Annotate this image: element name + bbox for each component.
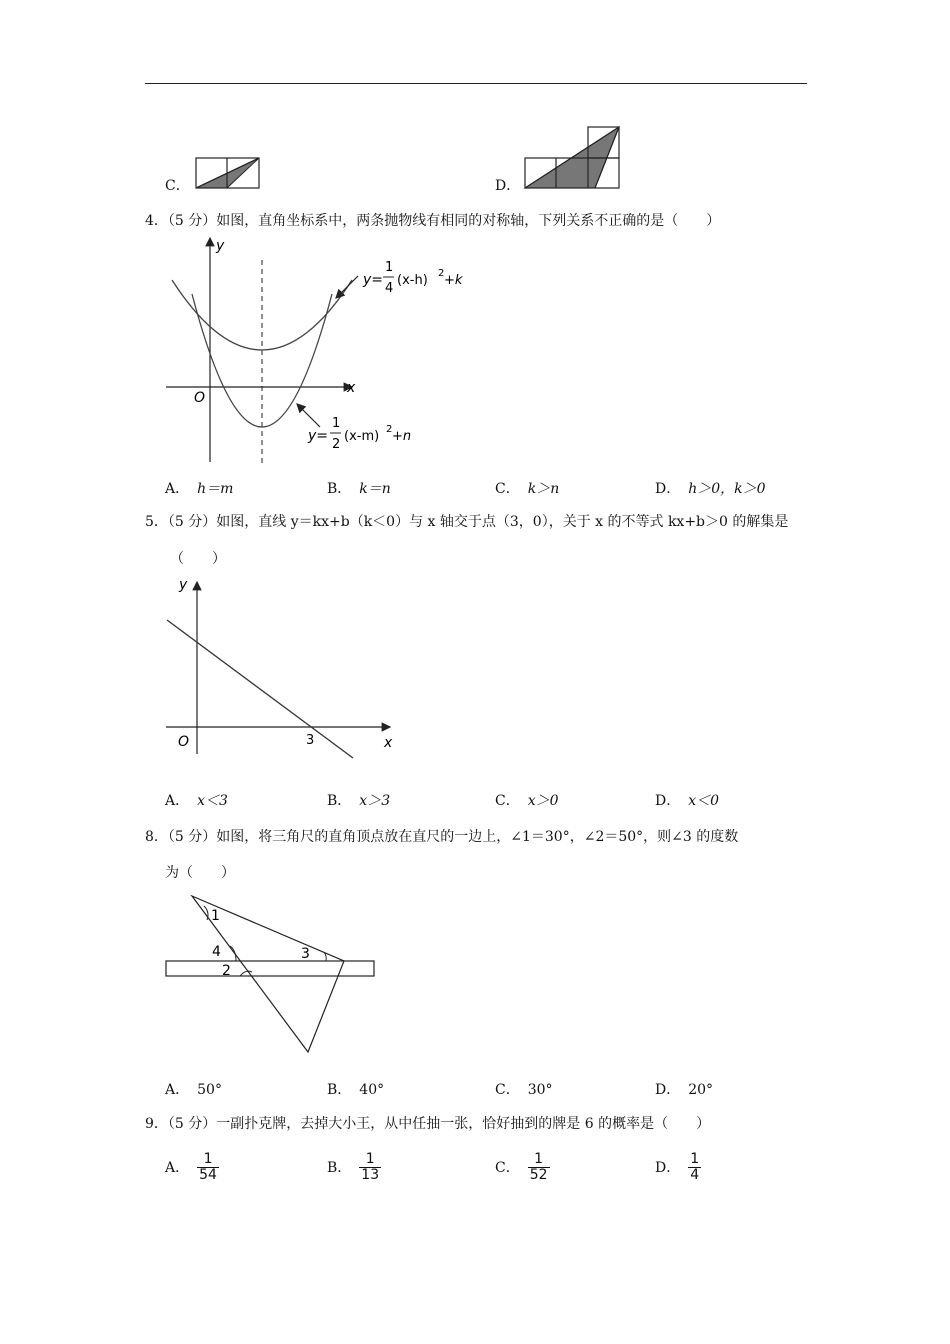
q8-option-c[interactable] bbox=[495, 1080, 553, 1100]
q4-curve2-prefix: y= bbox=[308, 428, 329, 444]
q5-option-b[interactable] bbox=[327, 791, 390, 811]
q4-option-b[interactable] bbox=[327, 479, 391, 499]
q5-option-d[interactable] bbox=[655, 791, 719, 811]
q4-curve2-den: 2 bbox=[332, 437, 341, 452]
q8-angle1-label: 1 bbox=[211, 908, 220, 924]
q4-option-c[interactable] bbox=[495, 479, 559, 499]
q8-option-d[interactable] bbox=[655, 1080, 713, 1100]
q5-option-c[interactable] bbox=[495, 791, 559, 811]
q4-curve1-rest: (x-h) bbox=[397, 273, 428, 288]
q3-option-c-figure bbox=[195, 156, 261, 190]
q4-curve1-exp: 2 bbox=[438, 268, 445, 279]
q3-option-d-label: D． bbox=[495, 178, 521, 194]
q9-option-c-num: 1 bbox=[534, 1151, 544, 1167]
q5-option-b-text: x＞3 bbox=[359, 793, 391, 809]
q4-option-d[interactable] bbox=[655, 479, 766, 499]
q9-option-c-label: C． bbox=[495, 1159, 520, 1176]
header-rule bbox=[145, 83, 807, 84]
q4-option-c-text: k＞n bbox=[527, 481, 560, 497]
q5-x-label: x bbox=[384, 735, 393, 751]
q8-angle4-label: 4 bbox=[212, 944, 221, 960]
q4-origin-label: O bbox=[194, 390, 206, 406]
q5-option-d-label: D． bbox=[655, 793, 681, 809]
q9-option-b[interactable] bbox=[327, 1152, 381, 1183]
q9-option-c[interactable] bbox=[495, 1152, 550, 1183]
q8-option-d-text: 20° bbox=[688, 1082, 714, 1098]
q5-option-b-label: B． bbox=[327, 793, 352, 809]
q8-option-a-label: A． bbox=[165, 1082, 190, 1098]
q5-tick-label: 3 bbox=[306, 733, 315, 748]
q9-option-d-den: 4 bbox=[690, 1167, 700, 1183]
q5-stem: 5．（5 分）如图，直线 y＝kx+b（k＜0）与 x 轴交于点（3，0），关于 x 的不等式 kx+b＞0 的解集是 bbox=[145, 514, 789, 530]
q8-option-b[interactable] bbox=[327, 1080, 384, 1100]
q4-pointer-1 bbox=[336, 276, 358, 298]
q4-option-d-label: D． bbox=[655, 481, 681, 497]
q4-curve2-num: 1 bbox=[332, 416, 341, 431]
q3-option-d[interactable] bbox=[495, 176, 520, 196]
q4-curve1-den: 4 bbox=[385, 281, 394, 296]
q9-option-a-num: 1 bbox=[203, 1151, 213, 1167]
q4-option-d-text: h＞0，k＞0 bbox=[688, 481, 766, 497]
q4-option-a[interactable] bbox=[165, 479, 233, 499]
q8-option-a[interactable] bbox=[165, 1080, 222, 1100]
q9-option-a-label: A． bbox=[165, 1159, 190, 1176]
q5-origin-label: O bbox=[178, 734, 190, 750]
q4-x-label: x bbox=[347, 380, 356, 396]
q8-stem-continued: 为（ ） bbox=[165, 865, 235, 881]
q4-option-c-label: C． bbox=[495, 481, 520, 497]
q4-pointer-2 bbox=[297, 404, 320, 427]
q5-option-a[interactable] bbox=[165, 791, 228, 811]
q9-option-d-label: D． bbox=[655, 1159, 681, 1176]
q8-angle2-label: 2 bbox=[222, 963, 231, 979]
q5-option-c-text: x＞0 bbox=[527, 793, 559, 809]
q9-option-a[interactable] bbox=[165, 1152, 219, 1183]
q5-stem-continued: （ ） bbox=[170, 551, 226, 567]
q9-option-d[interactable] bbox=[655, 1152, 701, 1183]
q5-option-d-text: x＜0 bbox=[688, 793, 720, 809]
q3-option-c[interactable] bbox=[165, 176, 190, 196]
q9-option-b-fraction bbox=[359, 1152, 381, 1183]
q8-option-d-label: D． bbox=[655, 1082, 681, 1098]
q5-option-a-text: x＜3 bbox=[197, 793, 228, 809]
q4-option-a-text: h＝m bbox=[197, 481, 234, 497]
q9-stem: 9．（5 分）一副扑克牌，去掉大小王，从中任抽一张，恰好抽到的牌是 6 的概率是（ ） bbox=[145, 1116, 711, 1132]
q9-option-a-den: 54 bbox=[199, 1167, 217, 1183]
q9-option-d-num: 1 bbox=[690, 1151, 700, 1167]
q4-option-b-text: k＝n bbox=[359, 481, 391, 497]
q8-stem: 8．（5 分）如图，将三角尺的直角顶点放在直尺的一边上，∠1＝30°，∠2＝50°，则∠3 的度数 bbox=[145, 829, 739, 845]
q5-option-c-label: C． bbox=[495, 793, 520, 809]
q4-curve2-tail: +n bbox=[392, 429, 412, 444]
q3-option-c-label: C． bbox=[165, 178, 190, 194]
q9-option-b-label: B． bbox=[327, 1159, 352, 1176]
q5-option-a-label: A． bbox=[165, 793, 190, 809]
q9-option-b-den: 13 bbox=[361, 1167, 380, 1183]
q4-curve1-tail: +k bbox=[444, 273, 463, 288]
q5-line bbox=[167, 620, 353, 758]
q5-y-label: y bbox=[179, 577, 188, 593]
q9-option-a-fraction bbox=[197, 1152, 219, 1183]
q4-curve1-prefix: y= bbox=[363, 272, 384, 288]
q9-option-b-num: 1 bbox=[365, 1151, 375, 1167]
q4-curve2-rest: (x-m) bbox=[344, 429, 380, 444]
q9-option-d-fraction bbox=[688, 1152, 701, 1183]
q8-figure bbox=[160, 890, 380, 1058]
q4-stem: 4．（5 分）如图，直角坐标系中，两条抛物线有相同的对称轴，下列关系不正确的是（ ） bbox=[145, 213, 721, 229]
q8-option-b-label: B． bbox=[327, 1082, 352, 1098]
q8-option-c-text: 30° bbox=[527, 1082, 553, 1098]
q3-option-d-figure bbox=[523, 125, 623, 191]
q8-option-c-label: C． bbox=[495, 1082, 520, 1098]
q8-angle3-label: 3 bbox=[301, 946, 310, 962]
q4-curve2-exp: 2 bbox=[386, 424, 393, 435]
q4-curve1-num: 1 bbox=[385, 260, 394, 275]
q4-figure bbox=[160, 232, 463, 468]
q9-option-c-fraction bbox=[528, 1152, 550, 1183]
q4-option-b-label: B． bbox=[327, 481, 352, 497]
q4-y-label: y bbox=[216, 238, 225, 254]
q5-figure bbox=[160, 572, 400, 762]
q9-option-c-den: 52 bbox=[529, 1167, 548, 1183]
q8-option-a-text: 50° bbox=[197, 1082, 222, 1098]
q8-option-b-text: 40° bbox=[359, 1082, 385, 1098]
q4-option-a-label: A． bbox=[165, 481, 190, 497]
